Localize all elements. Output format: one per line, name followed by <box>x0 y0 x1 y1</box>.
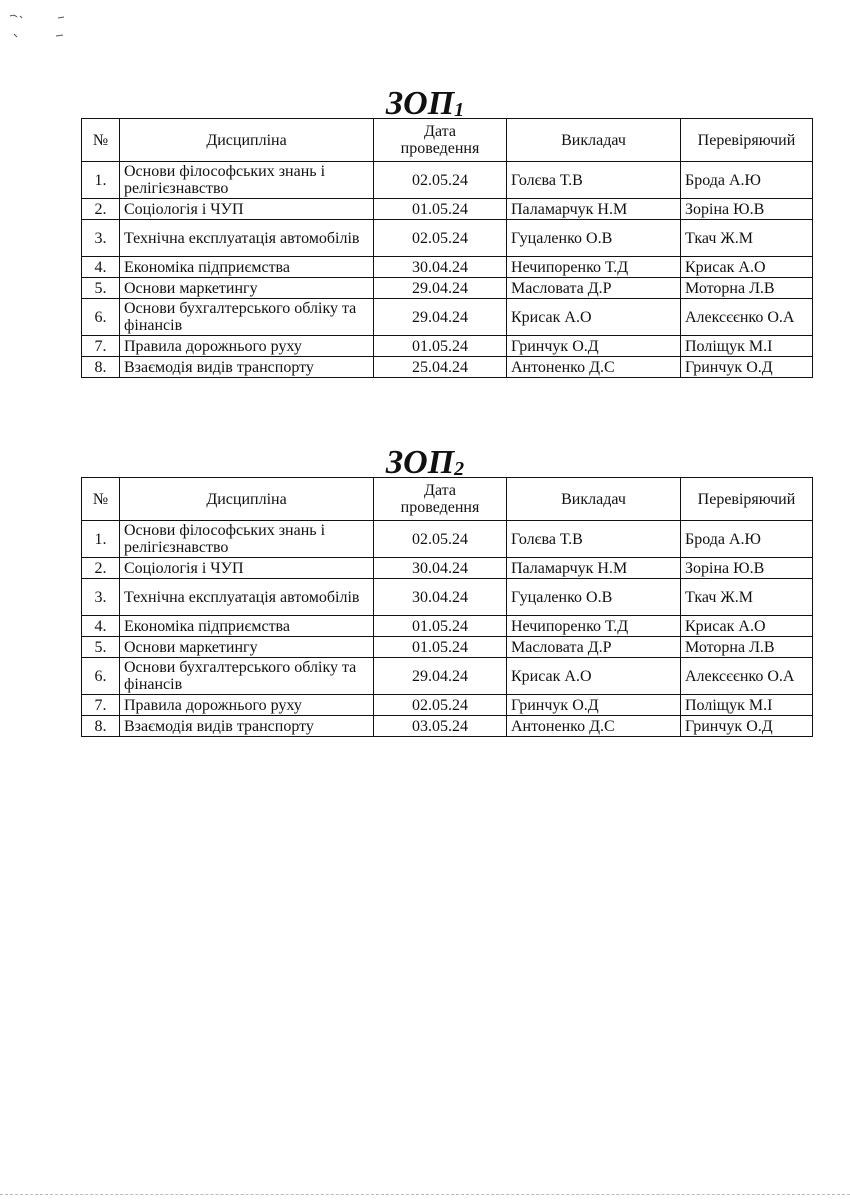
cell-checker: Алексєєнко О.А <box>681 658 813 695</box>
scan-edge-line <box>0 1194 850 1195</box>
table-row <box>82 257 813 278</box>
section-title-sub: 1 <box>454 99 465 121</box>
cell-checker: Зоріна Ю.В <box>681 558 813 579</box>
cell-teacher: Крисак А.О <box>507 658 681 695</box>
cell-num: 6. <box>82 658 120 695</box>
table-row <box>82 658 813 695</box>
cell-date: 25.04.24 <box>374 357 507 378</box>
cell-checker: Зоріна Ю.В <box>681 199 813 220</box>
cell-num: 3. <box>82 220 120 257</box>
cell-num: 7. <box>82 695 120 716</box>
cell-teacher: Гуцаленко О.В <box>507 220 681 257</box>
cell-num: 8. <box>82 716 120 737</box>
table-header-row <box>82 478 813 521</box>
cell-teacher: Гринчук О.Д <box>507 695 681 716</box>
schedule-table-zop2 <box>81 477 813 737</box>
cell-date: 01.05.24 <box>374 637 507 658</box>
cell-num: 1. <box>82 162 120 199</box>
cell-date: 01.05.24 <box>374 616 507 637</box>
cell-teacher: Голєва Т.В <box>507 162 681 199</box>
cell-date: 30.04.24 <box>374 558 507 579</box>
cell-teacher: Гринчук О.Д <box>507 336 681 357</box>
cell-checker: Гринчук О.Д <box>681 357 813 378</box>
table-row <box>82 716 813 737</box>
cell-teacher: Нечипоренко Т.Д <box>507 257 681 278</box>
table-row <box>82 162 813 199</box>
cell-checker: Алексєєнко О.А <box>681 299 813 336</box>
cell-num: 6. <box>82 299 120 336</box>
cell-num: 2. <box>82 199 120 220</box>
cell-num: 8. <box>82 357 120 378</box>
cell-date: 29.04.24 <box>374 658 507 695</box>
cell-discipline: Основи маркетингу <box>120 278 374 299</box>
cell-date: 30.04.24 <box>374 579 507 616</box>
cell-checker: Моторна Л.В <box>681 278 813 299</box>
cell-num: 4. <box>82 616 120 637</box>
cell-discipline: Взаємодія видів транспорту <box>120 716 374 737</box>
cell-teacher: Антоненко Д.С <box>507 357 681 378</box>
cell-date: 02.05.24 <box>374 220 507 257</box>
cell-teacher: Паламарчук Н.М <box>507 199 681 220</box>
table-row <box>82 558 813 579</box>
cell-discipline: Економіка підприємства <box>120 257 374 278</box>
cell-date: 29.04.24 <box>374 278 507 299</box>
header-discipline: Дисципліна <box>120 478 374 521</box>
table-row <box>82 278 813 299</box>
table-row <box>82 637 813 658</box>
cell-num: 4. <box>82 257 120 278</box>
cell-checker: Ткач Ж.М <box>681 220 813 257</box>
header-num: № <box>82 119 120 162</box>
cell-date: 30.04.24 <box>374 257 507 278</box>
cell-teacher: Гуцаленко О.В <box>507 579 681 616</box>
header-teacher: Викладач <box>507 119 681 162</box>
cell-checker: Ткач Ж.М <box>681 579 813 616</box>
schedule-table-zop1 <box>81 118 813 378</box>
header-teacher: Викладач <box>507 478 681 521</box>
cell-checker: Поліщук М.І <box>681 336 813 357</box>
cell-date: 02.05.24 <box>374 162 507 199</box>
cell-num: 5. <box>82 637 120 658</box>
header-checker: Перевіряючий <box>681 478 813 521</box>
header-checker: Перевіряючий <box>681 119 813 162</box>
table-row <box>82 299 813 336</box>
cell-teacher: Крисак А.О <box>507 299 681 336</box>
table-row <box>82 521 813 558</box>
table-row <box>82 336 813 357</box>
cell-discipline: Основи маркетингу <box>120 637 374 658</box>
cell-teacher: Масловата Д.Р <box>507 278 681 299</box>
table-row <box>82 695 813 716</box>
cell-discipline: Соціологія і ЧУП <box>120 558 374 579</box>
cell-discipline: Основи бухгалтерського обліку та фінансів <box>120 299 374 336</box>
cell-checker: Брода А.Ю <box>681 162 813 199</box>
cell-checker: Крисак А.О <box>681 616 813 637</box>
header-discipline: Дисципліна <box>120 119 374 162</box>
cell-discipline: Правила дорожнього руху <box>120 695 374 716</box>
table-row <box>82 579 813 616</box>
header-date <box>374 478 507 521</box>
cell-discipline: Економіка підприємства <box>120 616 374 637</box>
cell-checker: Гринчук О.Д <box>681 716 813 737</box>
cell-discipline: Соціологія і ЧУП <box>120 199 374 220</box>
section-title-main: ЗОП <box>385 85 455 122</box>
cell-discipline: Взаємодія видів транспорту <box>120 357 374 378</box>
cell-num: 2. <box>82 558 120 579</box>
cell-date: 02.05.24 <box>374 695 507 716</box>
section-title-main: ЗОП <box>385 444 455 481</box>
table-row <box>82 616 813 637</box>
table-header-row <box>82 119 813 162</box>
cell-date: 03.05.24 <box>374 716 507 737</box>
header-num: № <box>82 478 120 521</box>
cell-num: 1. <box>82 521 120 558</box>
cell-checker: Брода А.Ю <box>681 521 813 558</box>
cell-discipline: Основи бухгалтерського обліку та фінансів <box>120 658 374 695</box>
cell-discipline: Основи філософських знань і релігієзнавство <box>120 162 374 199</box>
cell-teacher: Антоненко Д.С <box>507 716 681 737</box>
cell-checker: Моторна Л.В <box>681 637 813 658</box>
cell-discipline: Технічна експлуатація автомобілів <box>120 220 374 257</box>
cell-discipline: Технічна експлуатація автомобілів <box>120 579 374 616</box>
cell-discipline: Основи філософських знань і релігієзнавство <box>120 521 374 558</box>
cell-date: 29.04.24 <box>374 299 507 336</box>
cell-date: 01.05.24 <box>374 199 507 220</box>
cell-checker: Поліщук М.І <box>681 695 813 716</box>
cell-teacher: Голєва Т.В <box>507 521 681 558</box>
cell-date: 01.05.24 <box>374 336 507 357</box>
table-row <box>82 220 813 257</box>
cell-teacher: Масловата Д.Р <box>507 637 681 658</box>
header-date-label: Дата проведення <box>400 482 480 516</box>
header-date-label: Дата проведення <box>400 123 480 157</box>
cell-num: 3. <box>82 579 120 616</box>
section-title-sub: 2 <box>454 458 465 480</box>
table-row <box>82 199 813 220</box>
cell-num: 7. <box>82 336 120 357</box>
cell-date: 02.05.24 <box>374 521 507 558</box>
cell-teacher: Паламарчук Н.М <box>507 558 681 579</box>
header-date <box>374 119 507 162</box>
cell-num: 5. <box>82 278 120 299</box>
cell-checker: Крисак А.О <box>681 257 813 278</box>
cell-discipline: Правила дорожнього руху <box>120 336 374 357</box>
scan-marks <box>8 12 78 42</box>
cell-teacher: Нечипоренко Т.Д <box>507 616 681 637</box>
table-row <box>82 357 813 378</box>
